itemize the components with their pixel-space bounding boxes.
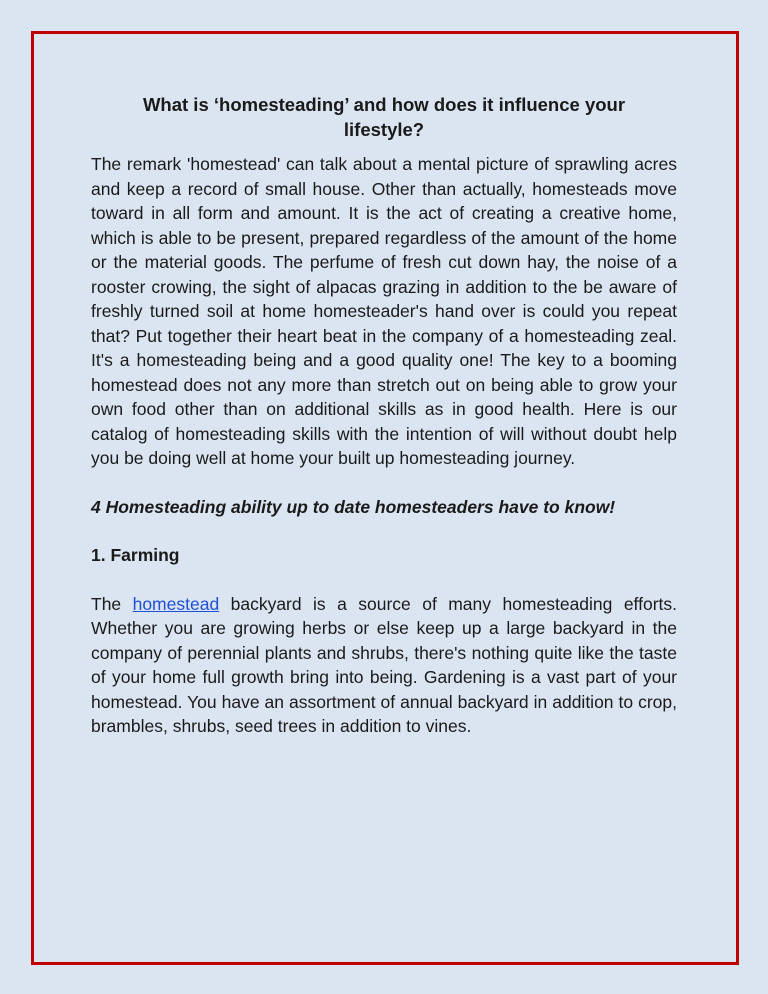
document-title: What is ‘homesteading’ and how does it influence your lifestyle? xyxy=(142,94,626,140)
intro-paragraph: The remark 'homestead' can talk about a mental picture of sprawling acres and keep a record of small house. Other than actually, homesteads move toward in all form and amount. It is the act of creating a creative home, which is able to be present, prepared regardless of the amount of the home or the material goods. The perfume of fresh cut down hay, the noise of a rooster crowing, the sight of alpacas grazing in addition to the be aware of freshly turned soil at home homesteader's hand over is could you repeat that? Put together their heart beat in the company of a homesteading zeal. It's a homesteading being and a good quality one! The key to a booming homestead does not any more than stretch out on being able to grow your own food other than on additional skills as in good health. Here is our catalog of homesteading skills with the intention of will without doubt help you be doing well at home your built up homesteading journey. xyxy=(91,154,677,468)
document-body xyxy=(91,92,677,756)
farming-heading: 1. Farming xyxy=(91,545,180,565)
farming-text-before-link: The xyxy=(91,593,133,614)
section-heading: 4 Homesteading ability up to date homesteaders have to know! xyxy=(91,496,616,517)
farming-paragraph xyxy=(91,592,677,739)
homestead-link[interactable]: homestead xyxy=(132,593,220,614)
farming-text-after-link: backyard is a source of many homesteading efforts. Whether you are growing herbs or else keep up a large backyard in the company of perennial plants and shrubs, there's nothing quite like the taste of your home full growth bring into being. Gardening is a vast part of your homestead. You have an assortment of annual backyard in addition to crop, brambles, shrubs, seed trees in addition to vines. xyxy=(91,593,677,736)
